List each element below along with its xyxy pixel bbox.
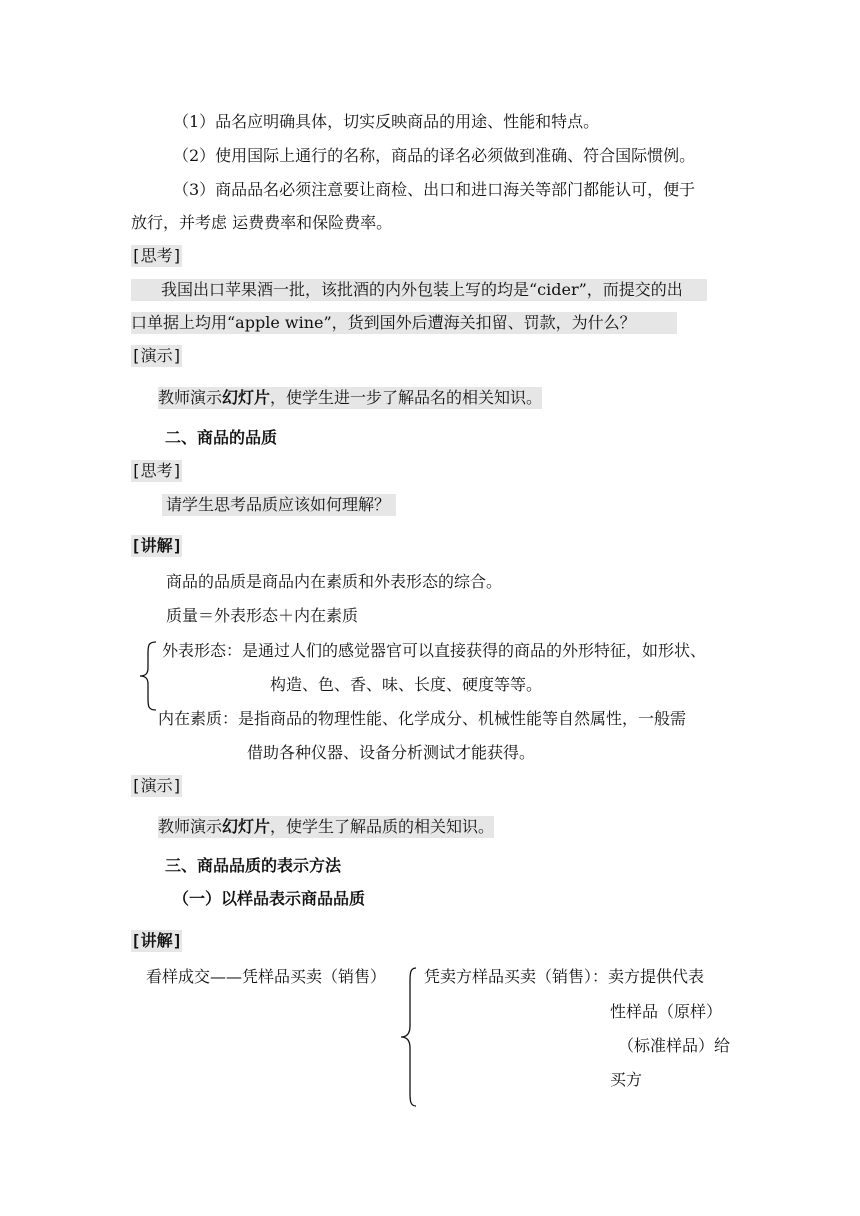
paragraph-1: （1）品名应明确具体，切实反映商品的用途、性能和特点。 — [173, 112, 600, 131]
demo-tag-2: [演示] — [131, 776, 183, 795]
quality-definition: 商品的品质是商品内在素质和外表形态的综合。 — [166, 572, 503, 591]
section-heading-representation: 三、商品品质的表示方法 — [165, 856, 342, 875]
subsection-heading-sample: （一）以样品表示商品品质 — [173, 889, 366, 908]
brace-icon — [136, 640, 160, 712]
outer-form-line1: 外表形态：是通过人们的感觉器官可以直接获得的商品的外形特征，如形状、 — [162, 641, 707, 660]
explain-tag: [讲解] — [131, 536, 183, 555]
seller-sample-line3: （标准样品）给 — [618, 1036, 731, 1055]
section-heading-quality: 二、商品的品质 — [165, 428, 278, 447]
think-question-line1: 我国出口苹果酒一批，该批酒的内外包装上写的均是“cider”，而提交的出 — [131, 279, 707, 301]
outer-form-line2: 构造、色、香、味、长度、硬度等等。 — [270, 675, 543, 694]
demo-text-pre: 教师演示 — [158, 388, 223, 407]
quality-formula: 质量＝外表形态＋内在素质 — [166, 606, 359, 625]
sample-trade-left: 看样成交——凭样品买卖（销售） — [146, 967, 387, 986]
inner-quality-line1: 内在素质：是指商品的物理性能、化学成分、机械性能等自然属性，一般需 — [158, 709, 687, 728]
demo-tag: [演示] — [131, 346, 183, 365]
demo2-text-post: ，使学生了解品质的相关知识。 — [270, 817, 495, 836]
seller-sample-line2: 性样品（原样） — [610, 1002, 723, 1021]
demo-text-2 — [158, 816, 494, 838]
seller-sample-line1: 凭卖方样品买卖（销售）：卖方提供代表 — [424, 967, 705, 986]
think-tag: [思考] — [131, 246, 183, 265]
think-text-2: 请学生思考品质应该如何理解？ — [162, 494, 396, 516]
think-tag-2: [思考] — [131, 461, 183, 480]
brace-icon-2 — [398, 966, 422, 1108]
think-question-line2: 口单据上均用“apple wine”，货到国外后遭海关扣留、罚款，为什么？ — [131, 312, 677, 334]
paragraph-3-line2: 放行，并考虑 运费费率和保险费率。 — [131, 213, 393, 232]
demo-text-bold: 幻灯片 — [222, 388, 271, 407]
demo2-text-bold: 幻灯片 — [222, 817, 271, 836]
demo2-text-pre: 教师演示 — [158, 817, 223, 836]
paragraph-3-line1: （3）商品品名必须注意要让商检、出口和进口海关等部门都能认可，便于 — [173, 180, 696, 199]
inner-quality-line2: 借助各种仪器、设备分析测试才能获得。 — [247, 743, 536, 762]
demo-text — [158, 387, 542, 409]
explain-tag-2: [讲解] — [131, 931, 183, 950]
seller-sample-line4: 买方 — [610, 1070, 643, 1089]
paragraph-2: （2）使用国际上通行的名称，商品的译名必须做到准确、符合国际惯例。 — [173, 146, 696, 165]
demo-text-post: ，使学生进一步了解品名的相关知识。 — [270, 388, 543, 407]
